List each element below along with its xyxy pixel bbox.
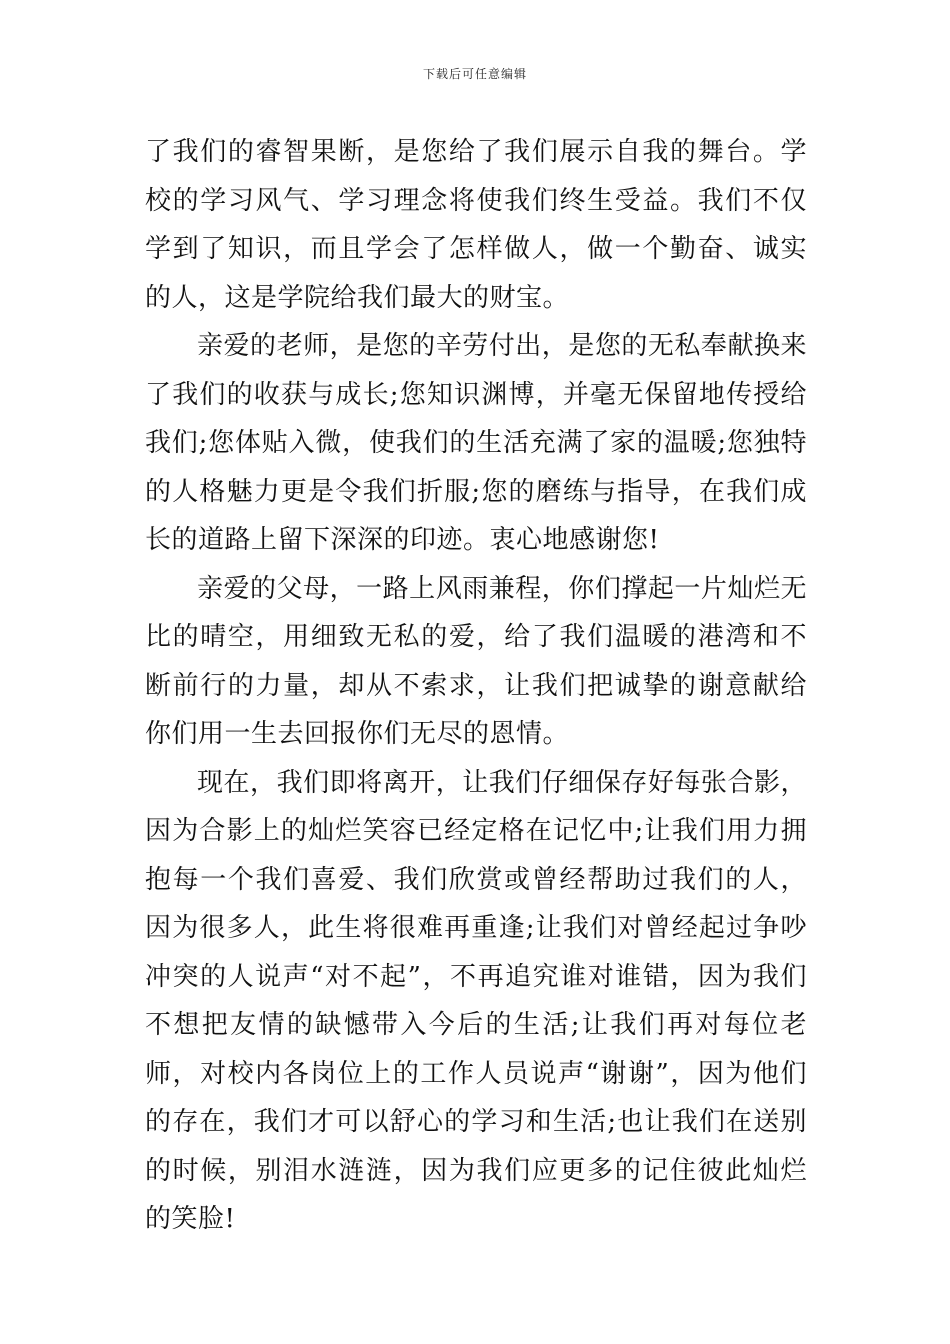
paragraph-4: 现在，我们即将离开，让我们仔细保存好每张合影，因为合影上的灿烂笑容已经定格在记忆中;让我们用力拥抱每一个我们喜爱、我们欣赏或曾经帮助过我们的人，因为很多人，此生将很难再重逢;让我们对曾经起过争吵冲突的人说声“对不起”，不再追究谁对谁错，因为我们不想把友情的缺憾带入今后的生活;让我们再对每位老师，对校内各岗位上的工作人员说声“谢谢”，因为他们的存在，我们才可以舒心的学习和生活;也让我们在送别的时候，别泪水涟涟，因为我们应更多的记住彼此灿烂的笑脸! <box>145 767 807 1234</box>
body-text <box>145 128 807 1244</box>
paragraph-2: 亲爱的老师，是您的辛劳付出，是您的无私奉献换来了我们的收获与成长;您知识渊博，并毫无保留地传授给我们;您体贴入微，使我们的生活充满了家的温暖;您独特的人格魅力更是令我们折服;您的磨练与指导，在我们成长的道路上留下深深的印迹。衷心地感谢您! <box>145 331 807 555</box>
paragraph-3: 亲爱的父母，一路上风雨兼程，你们撑起一片灿烂无比的晴空，用细致无私的爱，给了我们温暖的港湾和不断前行的力量，却从不索求，让我们把诚挚的谢意献给你们用一生去回报你们无尽的恩情。 <box>145 573 807 749</box>
header-note: 下载后可任意编辑 <box>422 67 527 81</box>
paragraph-1: 了我们的睿智果断，是您给了我们展示自我的舞台。学校的学习风气、学习理念将使我们终生受益。我们不仅学到了知识，而且学会了怎样做人，做一个勤奋、诚实的人，这是学院给我们最大的财宝。 <box>145 137 807 313</box>
